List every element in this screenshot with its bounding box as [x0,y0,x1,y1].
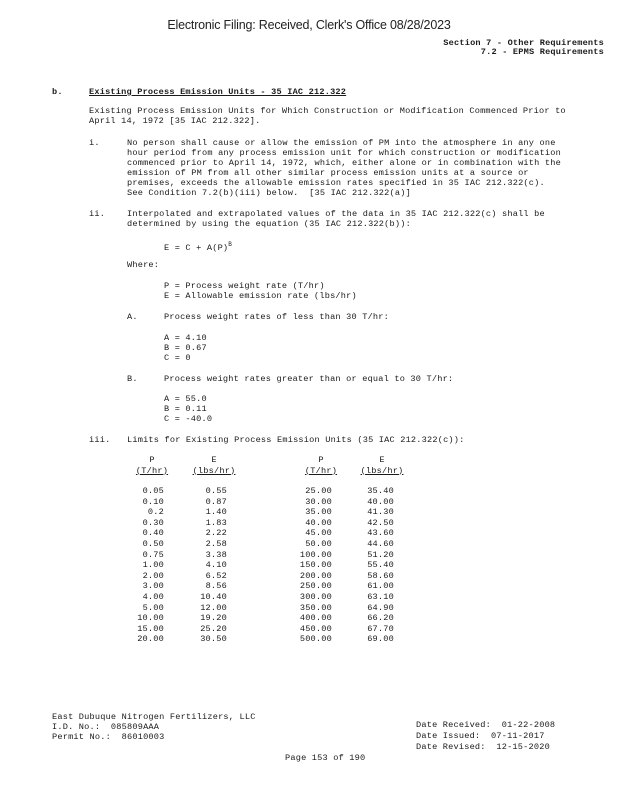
section-intro-line: Existing Process Emission Units for Which Construction or Modification Commenced Prior to [89,106,566,116]
table-cell: 3.00 [142,581,164,592]
table-cell: 0.05 [142,486,164,496]
paragraph-line: premises, exceeds the allowable emission rates specified in 35 IAC 212.322(c). [127,178,545,188]
table-cell: 66.20 [367,613,394,624]
company-name: East Dubuque Nitrogen Fertilizers, LLC [52,712,256,722]
table-cell: 58.60 [367,570,394,581]
permit-number: Permit No.: 86010003 [52,732,165,742]
table-cell: 0.55 [205,486,227,496]
table-cell: 10.00 [137,613,164,624]
table-cell: 67.70 [367,623,394,634]
electronic-filing-banner: Electronic Filing: Received, Clerk's Office 08/28/2023 [167,18,451,32]
date-revised: Date Revised: 12-15-2020 [416,742,550,752]
table-cell: 19.20 [200,613,227,624]
table-cell: 0.2 [147,507,164,518]
date-issued: Date Issued: 07-11-2017 [416,731,545,741]
table-cell: 0.87 [205,496,227,507]
paragraph-line: No person shall cause or allow the emission of PM into the atmosphere in any one [127,138,556,148]
table-cell: 50.00 [305,538,332,549]
table-cell: 250.00 [299,581,332,592]
table-cell: 30.00 [305,496,332,507]
table-cell: 25.00 [305,486,332,496]
table-cell: 2.00 [142,570,164,581]
table-cell: 40.00 [367,496,394,507]
table-cell: 0.40 [142,528,164,539]
table-column-p1 [122,486,164,645]
subitem-text: Process weight rates greater than or equal to 30 T/hr: [164,374,454,384]
table-column-e1 [185,486,227,645]
table-cell: 400.00 [299,613,332,624]
table-cell: 0.10 [142,496,164,507]
table-cell: 3.38 [205,549,227,560]
table-header: E (lbs/hr) [360,455,404,476]
table-cell: 51.20 [367,549,394,560]
equation: $E = C + A(P)^B$ [164,241,233,253]
paragraph-line: hour period from any process emission unit for which construction or modification [127,148,561,158]
section-intro-line: April 14, 1972 [35 IAC 212.322]. [89,116,261,126]
page-number: Page 153 of 190 [285,753,366,763]
table-cell: 350.00 [299,602,332,613]
section-header: Section 7 - Other Requirements [443,38,604,48]
coefficient: B = 0.11 [164,404,207,414]
table-cell: 2.22 [205,528,227,539]
table-cell: 63.10 [367,591,394,602]
paragraph-line: See Condition 7.2(b)(iii) below. [35 IAC 212.322(a)] [127,188,411,198]
table-cell: 4.00 [142,591,164,602]
section-letter: b. [52,87,63,97]
paragraph-line: Limits for Existing Process Emission Units (35 IAC 212.322(c)): [127,435,465,445]
table-cell: 15.00 [137,623,164,634]
paragraph-line: determined by using the equation (35 IAC 212.322(b)): [127,219,411,229]
table-cell: 20.00 [137,634,164,645]
table-cell: 0.50 [142,538,164,549]
table-cell: 1.00 [142,560,164,571]
table-cell: 1.40 [205,507,227,518]
table-cell: 69.00 [367,634,394,645]
table-column-e2 [352,486,394,645]
table-cell: 1.83 [205,517,227,528]
table-cell: 35.00 [305,507,332,518]
id-number: I.D. No.: 085809AAA [52,722,160,732]
table-cell: 5.00 [142,602,164,613]
definition-line: P = Process weight rate (T/hr) [164,281,325,291]
table-cell: 300.00 [299,591,332,602]
table-cell: 450.00 [299,623,332,634]
table-header: P (T/hr) [304,455,338,476]
item-number: iii. [89,435,111,445]
table-cell: 64.90 [367,602,394,613]
table-cell: 500.00 [299,634,332,645]
table-cell: 42.50 [367,517,394,528]
table-header: E (lbs/hr) [192,455,236,476]
item-number: i. [89,138,100,148]
table-cell: 100.00 [299,549,332,560]
table-cell: 41.30 [367,507,394,518]
table-cell: 61.00 [367,581,394,592]
table-cell: 2.58 [205,538,227,549]
table-cell: 45.00 [305,528,332,539]
table-cell: 40.00 [305,517,332,528]
coefficient: B = 0.67 [164,343,207,353]
table-column-p2 [290,486,332,645]
coefficient: A = 55.0 [164,394,207,404]
table-cell: 12.00 [200,602,227,613]
table-cell: 55.40 [367,560,394,571]
coefficient: C = -40.0 [164,414,213,424]
section-title: Existing Process Emission Units - 35 IAC 212.322 [89,87,347,97]
where-label: Where: [127,260,160,270]
subitem-label: A. [127,312,138,322]
table-cell: 6.52 [205,570,227,581]
coefficient: C = 0 [164,353,191,363]
table-cell: 43.60 [367,528,394,539]
table-header: P (T/hr) [135,455,169,476]
subitem-label: B. [127,374,138,384]
table-cell: 8.56 [205,581,227,592]
table-cell: 44.60 [367,538,394,549]
table-cell: 35.40 [367,486,394,496]
table-cell: 0.30 [142,517,164,528]
item-number: ii. [89,209,106,219]
subsection-header: 7.2 - EPMS Requirements [480,47,604,57]
table-cell: 150.00 [299,560,332,571]
paragraph-line: Interpolated and extrapolated values of the data in 35 IAC 212.322(c) shall be [127,209,545,219]
paragraph-line: emission of PM from all other similar process emission units at a source or [127,168,529,178]
table-cell: 0.75 [142,549,164,560]
table-cell: 25.20 [200,623,227,634]
paragraph-line: commenced prior to April 14, 1972, which, either alone or in combination with the [127,158,561,168]
table-cell: 200.00 [299,570,332,581]
definition-line: E = Allowable emission rate (lbs/hr) [164,291,357,301]
coefficient: A = 4.10 [164,333,207,343]
table-cell: 10.40 [200,591,227,602]
table-cell: 4.10 [205,560,227,571]
table-cell: 30.50 [200,634,227,645]
subitem-text: Process weight rates of less than 30 T/hr: [164,312,389,322]
date-received: Date Received: 01-22-2008 [416,720,556,730]
